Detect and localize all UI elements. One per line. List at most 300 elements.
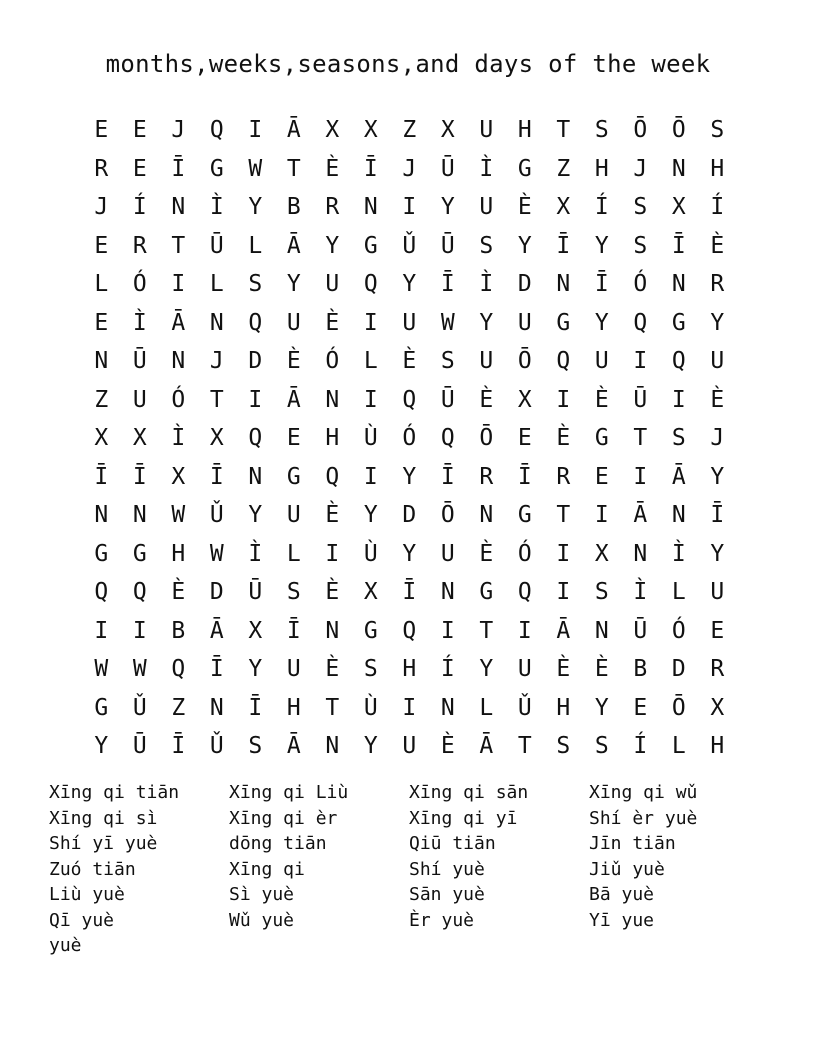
grid-cell: Ā <box>171 309 186 336</box>
grid-cell: I <box>671 386 686 413</box>
grid-cell: E <box>132 155 147 182</box>
grid-cell: E <box>94 309 109 336</box>
grid-cell: Ǔ <box>132 694 147 721</box>
grid-cell: N <box>633 540 648 567</box>
grid-row <box>82 304 737 343</box>
grid-cell: N <box>209 309 224 336</box>
grid-cell: J <box>402 155 417 182</box>
word-list <box>49 782 769 957</box>
grid-cell: Ī <box>517 463 532 490</box>
grid-cell: Ù <box>363 540 378 567</box>
grid-cell: N <box>440 579 455 606</box>
grid-cell: È <box>171 579 186 606</box>
grid-cell: Ī <box>171 155 186 182</box>
grid-cell: N <box>671 155 686 182</box>
grid-cell: Y <box>440 194 455 221</box>
grid-cell: Q <box>248 425 263 452</box>
grid-cell: G <box>209 155 224 182</box>
grid-cell: U <box>286 309 301 336</box>
grid-cell: H <box>710 733 725 760</box>
grid-cell: L <box>671 733 686 760</box>
grid-cell: Q <box>209 117 224 144</box>
grid-cell: S <box>633 194 648 221</box>
word-list-item: Shí yī yuè <box>49 833 158 854</box>
grid-cell: U <box>517 309 532 336</box>
grid-cell: S <box>286 579 301 606</box>
grid-cell: I <box>132 617 147 644</box>
grid-cell: Y <box>517 232 532 259</box>
grid-row <box>82 535 737 574</box>
grid-cell: N <box>594 617 609 644</box>
grid-cell: Ī <box>402 579 417 606</box>
word-list-item: Xīng qi <box>229 858 305 880</box>
grid-cell: È <box>594 386 609 413</box>
grid-cell: G <box>94 540 109 567</box>
grid-row <box>82 111 737 150</box>
grid-cell: I <box>402 694 417 721</box>
grid-cell: W <box>94 656 109 683</box>
grid-cell: Q <box>94 579 109 606</box>
grid-cell: Q <box>132 579 147 606</box>
word-list-item: Qī yuè <box>49 909 115 931</box>
grid-cell: Q <box>171 656 186 683</box>
grid-cell: N <box>94 348 109 375</box>
grid-cell: N <box>209 694 224 721</box>
grid-cell: Ū <box>440 386 455 413</box>
grid-cell: I <box>556 579 571 606</box>
grid-cell: Ā <box>633 502 648 529</box>
grid-cell: T <box>633 425 648 452</box>
grid-row <box>82 573 737 612</box>
grid-cell: J <box>209 348 224 375</box>
grid-cell: Y <box>402 463 417 490</box>
grid-row <box>82 265 737 304</box>
grid-cell: H <box>594 155 609 182</box>
grid-cell: D <box>209 579 224 606</box>
grid-cell: T <box>209 386 224 413</box>
grid-cell: S <box>710 117 725 144</box>
grid-row <box>82 342 737 381</box>
grid-cell: L <box>286 540 301 567</box>
grid-cell: Ó <box>517 540 532 567</box>
grid-cell: Ā <box>671 463 686 490</box>
grid-cell: W <box>440 309 455 336</box>
grid-cell: Ó <box>171 386 186 413</box>
grid-cell: W <box>248 155 263 182</box>
grid-cell: I <box>94 617 109 644</box>
grid-cell: Ì <box>171 425 186 452</box>
word-list-item: dōng tiān <box>229 833 327 854</box>
grid-cell: I <box>517 617 532 644</box>
grid-cell: Ō <box>479 425 494 452</box>
grid-cell: G <box>671 309 686 336</box>
grid-cell: Y <box>402 540 417 567</box>
grid-cell: Ī <box>671 232 686 259</box>
grid-cell: Ī <box>594 271 609 298</box>
grid-cell: I <box>171 271 186 298</box>
grid-cell: È <box>325 155 340 182</box>
grid-cell: G <box>594 425 609 452</box>
grid-cell: N <box>556 271 571 298</box>
grid-cell: X <box>132 425 147 452</box>
grid-cell: S <box>440 348 455 375</box>
grid-cell: W <box>171 502 186 529</box>
grid-row <box>82 496 737 535</box>
grid-cell: Ǔ <box>402 232 417 259</box>
word-list-item: Xīng qi sì <box>49 807 158 829</box>
grid-cell: L <box>363 348 378 375</box>
grid-cell: J <box>710 425 725 452</box>
grid-cell: Q <box>402 617 417 644</box>
grid-cell: E <box>286 425 301 452</box>
grid-cell: Ì <box>479 271 494 298</box>
grid-cell: Ū <box>132 348 147 375</box>
grid-cell: Y <box>248 502 263 529</box>
grid-cell: W <box>209 540 224 567</box>
grid-cell: Y <box>325 232 340 259</box>
grid-cell: Y <box>710 463 725 490</box>
grid-cell: X <box>248 617 263 644</box>
word-list-item: Zuó tiān <box>49 858 136 880</box>
grid-cell: Y <box>710 309 725 336</box>
grid-cell: Ā <box>479 733 494 760</box>
word-list-item: Xīng qi wǔ <box>589 782 698 803</box>
grid-cell: N <box>671 502 686 529</box>
grid-cell: S <box>363 656 378 683</box>
grid-cell: I <box>594 502 609 529</box>
grid-cell: T <box>171 232 186 259</box>
grid-cell: X <box>710 694 725 721</box>
grid-cell: E <box>517 425 532 452</box>
grid-cell: G <box>132 540 147 567</box>
grid-cell: L <box>209 271 224 298</box>
grid-cell: Ì <box>633 579 648 606</box>
grid-cell: I <box>325 540 340 567</box>
grid-cell: È <box>517 194 532 221</box>
grid-cell: I <box>363 386 378 413</box>
grid-cell: È <box>594 656 609 683</box>
grid-cell: X <box>517 386 532 413</box>
grid-cell: U <box>325 271 340 298</box>
grid-cell: T <box>479 617 494 644</box>
grid-cell: Ì <box>132 309 147 336</box>
grid-cell: Q <box>363 271 378 298</box>
grid-cell: Ó <box>402 425 417 452</box>
grid-cell: X <box>363 579 378 606</box>
grid-cell: T <box>556 117 571 144</box>
grid-cell: Ī <box>209 463 224 490</box>
grid-cell: Ǔ <box>209 502 224 529</box>
grid-cell: Ō <box>633 117 648 144</box>
grid-cell: Ā <box>286 117 301 144</box>
grid-cell: T <box>556 502 571 529</box>
grid-cell: I <box>248 386 263 413</box>
grid-cell: È <box>325 502 340 529</box>
grid-cell: Y <box>94 733 109 760</box>
grid-cell: Q <box>517 579 532 606</box>
grid-cell: Y <box>479 656 494 683</box>
grid-cell: È <box>556 656 571 683</box>
grid-cell: R <box>94 155 109 182</box>
grid-cell: S <box>594 579 609 606</box>
grid-row <box>82 458 737 497</box>
grid-cell: I <box>248 117 263 144</box>
grid-cell: E <box>132 117 147 144</box>
grid-cell: N <box>248 463 263 490</box>
grid-cell: I <box>363 309 378 336</box>
word-list-item: Shí yuè <box>409 858 485 880</box>
grid-cell: J <box>94 194 109 221</box>
grid-cell: Ū <box>248 579 263 606</box>
grid-cell: R <box>132 232 147 259</box>
grid-cell: N <box>94 502 109 529</box>
grid-cell: È <box>440 733 455 760</box>
grid-cell: Z <box>402 117 417 144</box>
grid-cell: Ō <box>671 694 686 721</box>
grid-cell: R <box>479 463 494 490</box>
word-list-item: Liù yuè <box>49 884 125 905</box>
grid-row <box>82 650 737 689</box>
grid-row <box>82 150 737 189</box>
grid-cell: H <box>402 656 417 683</box>
grid-cell: D <box>402 502 417 529</box>
grid-cell: Ī <box>710 502 725 529</box>
grid-cell: Ī <box>171 733 186 760</box>
grid-cell: S <box>248 271 263 298</box>
grid-cell: T <box>325 694 340 721</box>
grid-cell: Y <box>594 694 609 721</box>
grid-row <box>82 612 737 651</box>
grid-cell: S <box>556 733 571 760</box>
grid-cell: È <box>479 540 494 567</box>
grid-cell: Y <box>363 502 378 529</box>
grid-cell: Ū <box>132 733 147 760</box>
grid-cell: N <box>325 733 340 760</box>
grid-cell: Ī <box>209 656 224 683</box>
word-list-item: Jiǔ yuè <box>589 858 665 880</box>
grid-cell: Ì <box>479 155 494 182</box>
grid-cell: N <box>479 502 494 529</box>
grid-cell: Ó <box>325 348 340 375</box>
grid-cell: R <box>710 271 725 298</box>
grid-cell: L <box>479 694 494 721</box>
grid-cell: S <box>479 232 494 259</box>
grid-cell: R <box>556 463 571 490</box>
grid-row <box>82 227 737 266</box>
grid-cell: È <box>710 386 725 413</box>
word-list-item: Xīng qi yī <box>409 807 518 829</box>
grid-cell: G <box>479 579 494 606</box>
grid-cell: Z <box>94 386 109 413</box>
grid-cell: I <box>556 386 571 413</box>
grid-row <box>82 188 737 227</box>
grid-cell: Y <box>248 656 263 683</box>
grid-cell: I <box>402 194 417 221</box>
grid-cell: H <box>286 694 301 721</box>
grid-cell: N <box>325 386 340 413</box>
grid-cell: Í <box>710 194 725 221</box>
grid-cell: J <box>171 117 186 144</box>
grid-cell: È <box>325 309 340 336</box>
grid-cell: B <box>171 617 186 644</box>
grid-cell: G <box>94 694 109 721</box>
grid-cell: L <box>248 232 263 259</box>
grid-cell: Ī <box>132 463 147 490</box>
grid-cell: Z <box>556 155 571 182</box>
word-list-item: Wǔ yuè <box>229 909 295 931</box>
grid-cell: N <box>132 502 147 529</box>
grid-cell: H <box>171 540 186 567</box>
grid-cell: E <box>710 617 725 644</box>
grid-cell: S <box>594 733 609 760</box>
grid-cell: X <box>363 117 378 144</box>
word-list-item: Bā yuè <box>589 884 655 905</box>
grid-cell: D <box>248 348 263 375</box>
grid-cell: Q <box>440 425 455 452</box>
grid-cell: Ā <box>209 617 224 644</box>
grid-cell: È <box>325 656 340 683</box>
grid-cell: G <box>286 463 301 490</box>
grid-cell: U <box>517 656 532 683</box>
grid-cell: U <box>710 348 725 375</box>
letter-grid <box>82 111 737 766</box>
grid-cell: G <box>556 309 571 336</box>
grid-cell: I <box>556 540 571 567</box>
grid-cell: Ī <box>440 271 455 298</box>
grid-cell: U <box>132 386 147 413</box>
grid-cell: U <box>402 733 417 760</box>
grid-cell: Q <box>402 386 417 413</box>
grid-cell: È <box>479 386 494 413</box>
grid-cell: Y <box>479 309 494 336</box>
grid-cell: Í <box>594 194 609 221</box>
grid-cell: N <box>171 194 186 221</box>
grid-cell: Q <box>248 309 263 336</box>
grid-cell: Ì <box>209 194 224 221</box>
grid-cell: Ī <box>440 463 455 490</box>
grid-cell: D <box>517 271 532 298</box>
grid-cell: U <box>710 579 725 606</box>
grid-cell: S <box>671 425 686 452</box>
word-list-item: Qiū tiān <box>409 833 496 854</box>
grid-cell: Í <box>132 194 147 221</box>
word-list-item: yuè <box>49 935 82 956</box>
grid-cell: Ī <box>286 617 301 644</box>
grid-cell: X <box>671 194 686 221</box>
grid-cell: B <box>286 194 301 221</box>
grid-cell: Í <box>633 733 648 760</box>
grid-cell: N <box>440 694 455 721</box>
grid-cell: X <box>325 117 340 144</box>
grid-cell: Ā <box>286 386 301 413</box>
grid-cell: Ī <box>94 463 109 490</box>
grid-cell: Ū <box>440 155 455 182</box>
grid-cell: N <box>671 271 686 298</box>
grid-cell: Q <box>633 309 648 336</box>
grid-cell: Ǔ <box>209 733 224 760</box>
grid-cell: Q <box>671 348 686 375</box>
grid-cell: E <box>94 232 109 259</box>
grid-cell: È <box>710 232 725 259</box>
grid-cell: Ō <box>517 348 532 375</box>
grid-cell: Ā <box>286 733 301 760</box>
grid-cell: Y <box>594 309 609 336</box>
grid-cell: R <box>325 194 340 221</box>
grid-cell: Y <box>710 540 725 567</box>
word-list-item: Sì yuè <box>229 884 295 905</box>
grid-cell: S <box>248 733 263 760</box>
grid-cell: Ó <box>671 617 686 644</box>
grid-cell: Q <box>325 463 340 490</box>
word-list-item: Xīng qi tiān <box>49 782 180 803</box>
grid-cell: Ū <box>633 617 648 644</box>
grid-cell: E <box>94 117 109 144</box>
grid-cell: Ù <box>363 694 378 721</box>
grid-cell: Ū <box>633 386 648 413</box>
grid-cell: N <box>363 194 378 221</box>
grid-cell: Ō <box>671 117 686 144</box>
grid-cell: H <box>517 117 532 144</box>
grid-cell: E <box>594 463 609 490</box>
grid-cell: Y <box>402 271 417 298</box>
grid-cell: G <box>363 232 378 259</box>
grid-cell: X <box>209 425 224 452</box>
word-list-item: Xīng qi èr <box>229 807 338 829</box>
grid-cell: Q <box>556 348 571 375</box>
grid-cell: L <box>94 271 109 298</box>
grid-cell: G <box>517 155 532 182</box>
grid-row <box>82 381 737 420</box>
grid-cell: N <box>325 617 340 644</box>
grid-cell: H <box>556 694 571 721</box>
grid-cell: U <box>479 194 494 221</box>
word-list-item: Xīng qi Liù <box>229 782 349 803</box>
word-list-item: Jīn tiān <box>589 833 676 854</box>
grid-cell: H <box>710 155 725 182</box>
grid-cell: Ī <box>556 232 571 259</box>
grid-cell: T <box>286 155 301 182</box>
grid-cell: Í <box>440 656 455 683</box>
grid-cell: U <box>479 117 494 144</box>
grid-cell: W <box>132 656 147 683</box>
grid-cell: Ī <box>248 694 263 721</box>
grid-cell: X <box>594 540 609 567</box>
grid-cell: X <box>440 117 455 144</box>
grid-cell: Ǔ <box>517 694 532 721</box>
grid-cell: U <box>479 348 494 375</box>
grid-cell: H <box>325 425 340 452</box>
grid-cell: Y <box>286 271 301 298</box>
grid-cell: Ū <box>440 232 455 259</box>
grid-row <box>82 689 737 728</box>
grid-cell: Ā <box>556 617 571 644</box>
grid-cell: Ā <box>286 232 301 259</box>
grid-cell: T <box>517 733 532 760</box>
grid-cell: S <box>633 232 648 259</box>
grid-cell: L <box>671 579 686 606</box>
grid-cell: È <box>286 348 301 375</box>
grid-cell: Ū <box>209 232 224 259</box>
grid-cell: È <box>325 579 340 606</box>
grid-cell: U <box>286 656 301 683</box>
grid-cell: I <box>363 463 378 490</box>
grid-cell: È <box>556 425 571 452</box>
grid-cell: S <box>594 117 609 144</box>
grid-cell: U <box>402 309 417 336</box>
grid-cell: G <box>517 502 532 529</box>
grid-cell: Ó <box>633 271 648 298</box>
grid-cell: D <box>671 656 686 683</box>
